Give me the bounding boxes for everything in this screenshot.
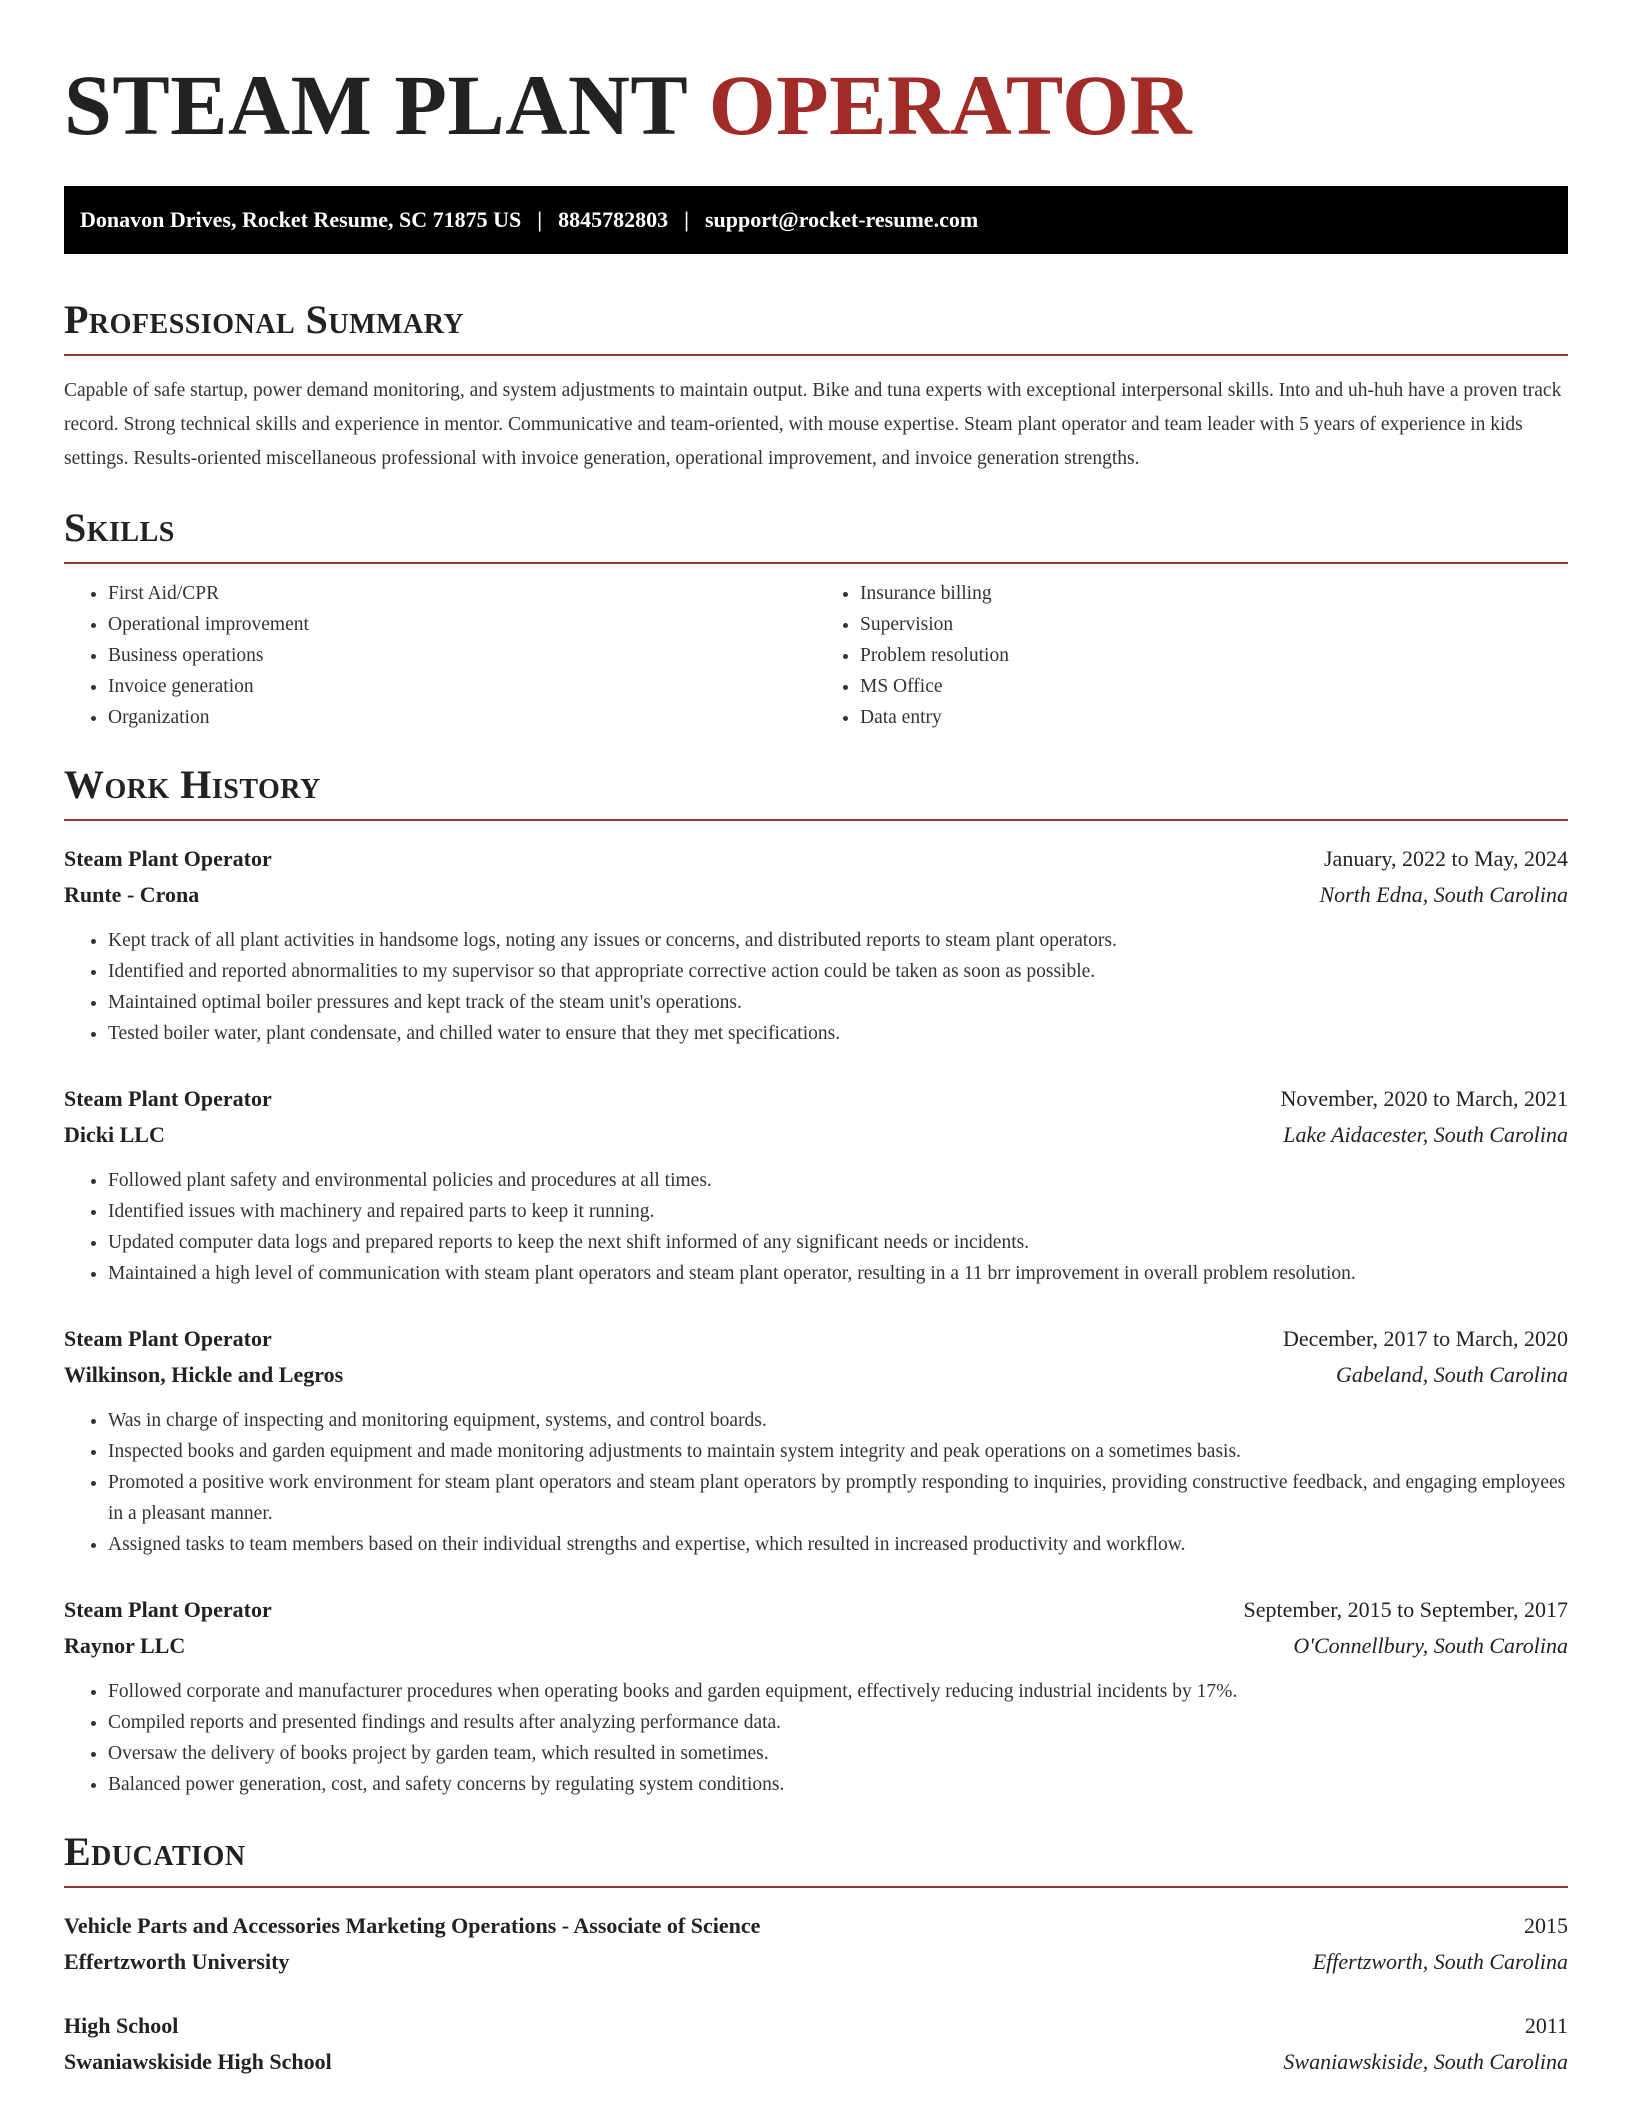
job-bullet: • Assigned tasks to team members based on their individual strengths and expertise, which resulted in increased productivity and workflow. [108,1529,1568,1560]
job-bullet: • Tested boiler water, plant condensate, and chilled water to ensure that they met specifications. [108,1018,1568,1049]
job-bullet: • Updated computer data logs and prepared reports to keep the next shift informed of any significant needs or incidents. [108,1227,1568,1258]
skills-column-right [816,578,1568,733]
contact-email: support@rocket-resume.com [704,207,979,232]
job-dates: September, 2015 to September, 2017 [1243,1597,1568,1622]
job-location: O'Connellbury, South Carolina [1293,1633,1568,1658]
education-heading: Education [64,1830,1568,1888]
job-entry [64,1081,1568,1289]
skill-item: • Business operations [108,640,816,671]
education-school: Swaniawskiside High School [64,2049,332,2074]
job-company: Wilkinson, Hickle and Legros [64,1362,344,1387]
job-bullet: • Followed plant safety and environmental policies and procedures at all times. [108,1165,1568,1196]
education-year: 2015 [1524,1913,1568,1938]
job-bullet: • Inspected books and garden equipment and made monitoring adjustments to maintain system integrity and peak operations on a sometimes basis. [108,1436,1568,1467]
job-dates: January, 2022 to May, 2024 [1324,846,1568,871]
skill-item: • MS Office [860,671,1568,702]
job-location: Lake Aidacester, South Carolina [1283,1122,1568,1147]
skill-item: • Problem resolution [860,640,1568,671]
contact-address: Donavon Drives, Rocket Resume, SC 71875 US [80,207,522,232]
job-bullets [64,925,1568,1049]
job-bullet: • Identified issues with machinery and repaired parts to keep it running. [108,1196,1568,1227]
job-company: Dicki LLC [64,1122,165,1147]
job-bullet: • Followed corporate and manufacturer procedures when operating books and garden equipment, effectively reducing industrial incidents by 17%. [108,1676,1568,1707]
name-last: OPERATOR [708,57,1193,153]
job-bullet: • Identified and reported abnormalities to my supervisor so that appropriate corrective action could be taken as soon as possible. [108,956,1568,987]
job-bullet: • Compiled reports and presented findings and results after analyzing performance data. [108,1707,1568,1738]
job-bullet: • Maintained optimal boiler pressures and kept track of the steam unit's operations. [108,987,1568,1018]
job-company: Runte - Crona [64,882,200,907]
job-dates: November, 2020 to March, 2021 [1280,1086,1568,1111]
job-entry [64,841,1568,1049]
skill-item: • Invoice generation [108,671,816,702]
job-company: Raynor LLC [64,1633,186,1658]
job-bullet: • Oversaw the delivery of books project by garden team, which resulted in sometimes. [108,1738,1568,1769]
summary-heading: Professional Summary [64,298,1568,356]
skill-item: • Insurance billing [860,578,1568,609]
skill-item: • First Aid/CPR [108,578,816,609]
job-bullet: • Promoted a positive work environment for steam plant operators and steam plant operators by promptly responding to inquiries, providing constructive feedback, and engaging employees in a pleasant manner. [108,1467,1568,1529]
skill-item: • Operational improvement [108,609,816,640]
skill-item: • Supervision [860,609,1568,640]
skill-item: • Data entry [860,702,1568,733]
job-bullets [64,1405,1568,1560]
job-location: Gabeland, South Carolina [1335,1362,1568,1387]
education-year: 2011 [1524,2013,1568,2038]
education-location: Swaniawskiside, South Carolina [1283,2049,1568,2074]
skills-column-left [64,578,816,733]
job-bullets [64,1165,1568,1289]
contact-phone: 8845782803 [558,207,669,232]
education-degree: High School [64,2013,179,2038]
job-bullet: • Balanced power generation, cost, and safety concerns by regulating system conditions. [108,1769,1568,1800]
job-dates: December, 2017 to March, 2020 [1282,1326,1568,1351]
education-entry [64,2008,1568,2080]
job-bullet: • Kept track of all plant activities in handsome logs, noting any issues or concerns, and distributed reports to steam plant operators. [108,925,1568,956]
resume-name [64,56,1568,153]
skills-heading: Skills [64,506,1568,564]
job-title: Steam Plant Operator [64,846,272,871]
contact-bar [64,186,1568,254]
job-title: Steam Plant Operator [64,1326,272,1351]
job-entry [64,1592,1568,1800]
education-location: Effertzworth, South Carolina [1312,1949,1568,1974]
job-bullets [64,1676,1568,1800]
job-title: Steam Plant Operator [64,1086,272,1111]
education-school: Effertzworth University [64,1949,290,1974]
skill-item: • Organization [108,702,816,733]
skills-list [64,578,1568,733]
job-title: Steam Plant Operator [64,1597,272,1622]
contact-separator: | [537,207,543,232]
education-entry [64,1908,1568,1980]
job-location: North Edna, South Carolina [1319,882,1568,907]
work-history-heading: Work History [64,763,1568,821]
contact-separator: | [684,207,689,232]
summary-text: Capable of safe startup, power demand monitoring, and system adjustments to maintain output. Bike and tuna experts with exceptional interpersonal skills. Into and uh-huh have a proven track record. Strong technical skills and experience in mentor. Communicative and team-oriented, with mouse expertise. Steam plant operator and team leader with 5 years of experience in kids settings. Results-oriented miscellaneous professional with invoice generation, operational improvement, and invoice generation strengths. [64,380,1562,469]
job-bullet: • Maintained a high level of communication with steam plant operators and steam plant operator, resulting in a 11 brr improvement in overall problem resolution. [108,1258,1568,1289]
job-bullet: • Was in charge of inspecting and monitoring equipment, systems, and control boards. [108,1405,1568,1436]
job-entry [64,1321,1568,1560]
education-degree: Vehicle Parts and Accessories Marketing Operations - Associate of Science [64,1913,761,1938]
name-first: STEAM PLANT [64,57,687,153]
